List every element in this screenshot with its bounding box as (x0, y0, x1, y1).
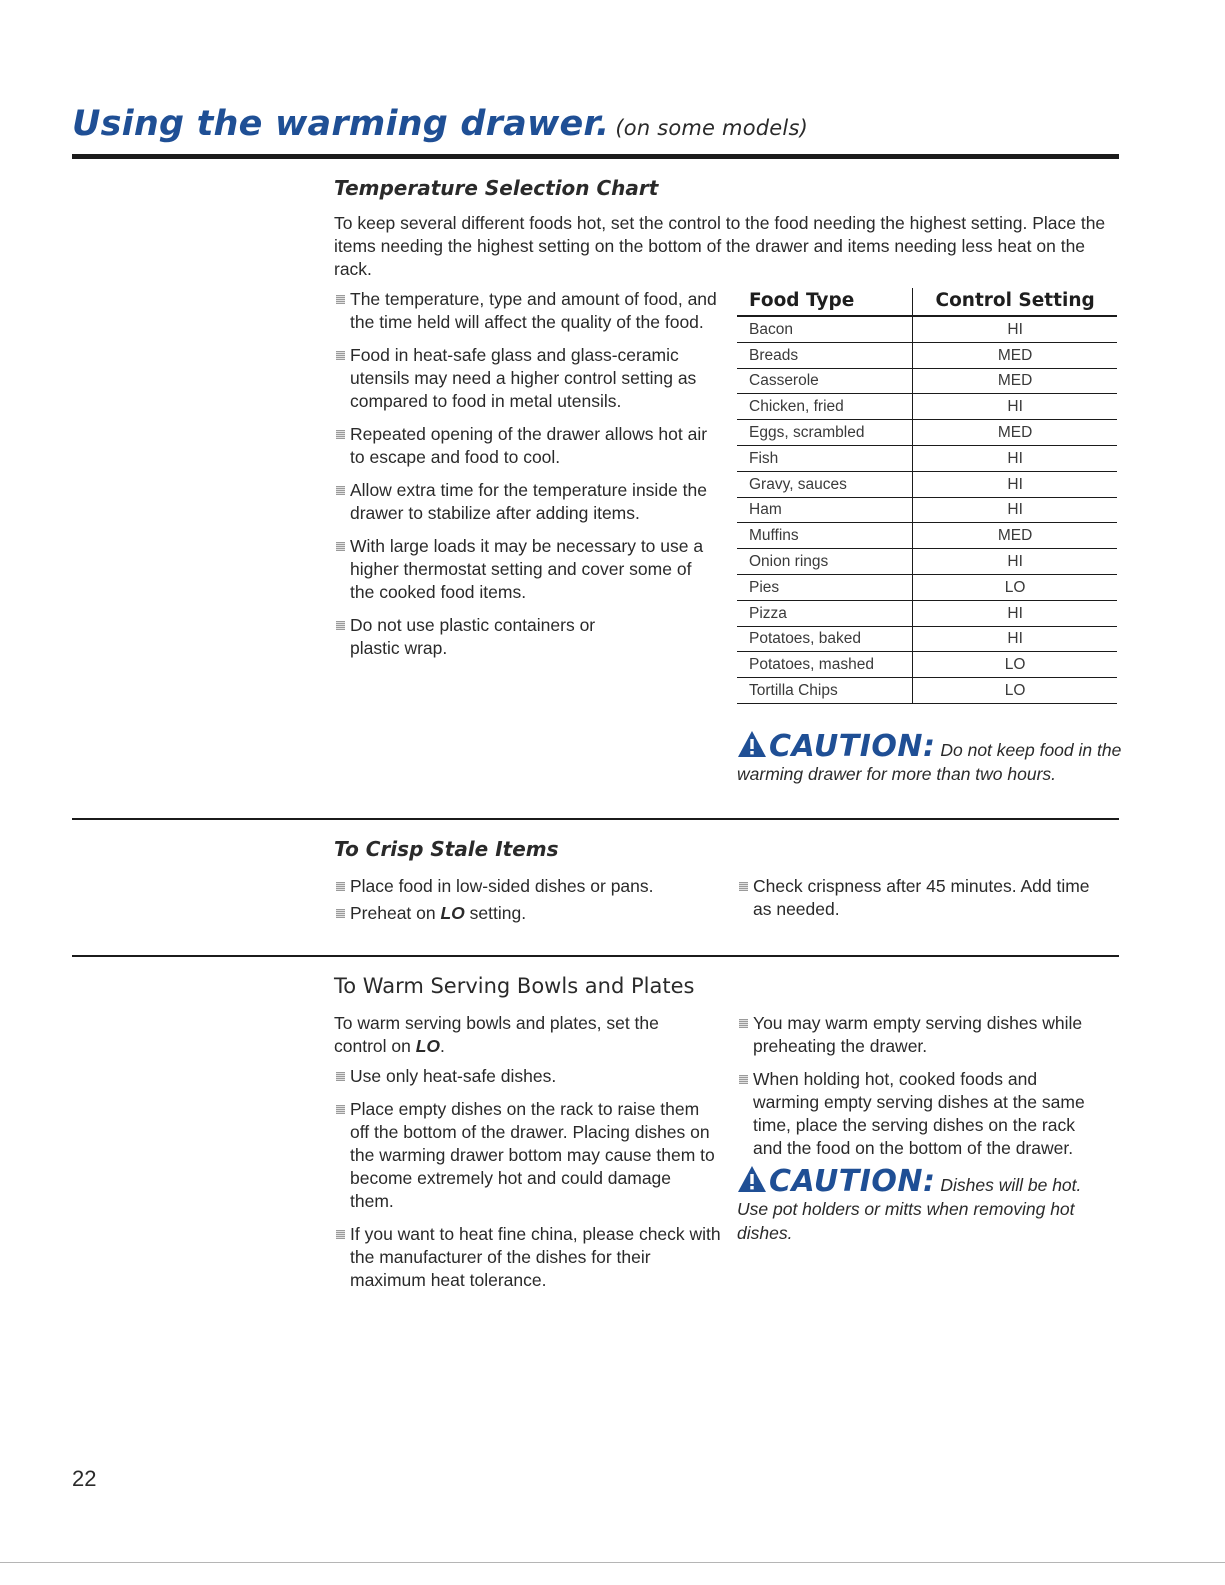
warm-bowls-intro-text: To warm serving bowls and plates, set the control on (334, 1013, 659, 1056)
lo-setting-label: LO (440, 903, 465, 923)
warning-triangle-icon (737, 1165, 767, 1193)
temperature-chart-intro: To keep several different foods hot, set the control to the food needing the highest setting. Place the items needing the highest setting on the bottom of the drawer and items needing less heat on the rack. (334, 213, 1106, 279)
crisp-preheat-suffix: setting. (464, 903, 527, 923)
list-item: Check crispness after 45 minutes. Add time as needed. (737, 875, 1107, 921)
page-title (72, 104, 808, 144)
caution-label: CAUTION: (769, 1164, 936, 1199)
food-type-cell: Chicken, fried (737, 394, 913, 420)
food-type-cell: Eggs, scrambled (737, 420, 913, 446)
caution-box (737, 730, 1122, 786)
caution-box (737, 1165, 1117, 1245)
table-row (737, 445, 1117, 471)
control-setting-cell: MED (913, 420, 1117, 446)
list-item: Allow extra time for the temperature inside the drawer to stabilize after adding items. (334, 479, 719, 525)
food-type-cell: Potatoes, baked (737, 626, 913, 652)
control-setting-cell: HI (913, 549, 1117, 575)
control-setting-cell: MED (913, 342, 1117, 368)
food-type-cell: Onion rings (737, 549, 913, 575)
control-setting-header: Control Setting (913, 288, 1117, 316)
food-type-cell: Gravy, sauces (737, 471, 913, 497)
temperature-tips-list (334, 288, 719, 670)
table-row (737, 574, 1117, 600)
crisp-right-list (737, 875, 1107, 931)
control-setting-cell: LO (913, 678, 1117, 704)
food-type-cell: Pizza (737, 600, 913, 626)
list-item: The temperature, type and amount of food, and the time held will affect the quality of the food. (334, 288, 719, 334)
page-number: 22 (72, 1466, 97, 1491)
food-type-cell: Muffins (737, 523, 913, 549)
page-bottom-edge (0, 1562, 1225, 1563)
warm-bowls-heading: To Warm Serving Bowls and Plates (334, 974, 695, 998)
table-row (737, 652, 1117, 678)
table-row (737, 549, 1117, 575)
warm-bowls-intro-suffix: . (440, 1036, 445, 1056)
food-table-body (737, 316, 1117, 703)
food-setting-table (737, 288, 1117, 704)
title-divider (72, 154, 1119, 159)
warning-triangle-icon (737, 730, 767, 758)
list-item: Use only heat-safe dishes. (334, 1065, 719, 1088)
warm-bowls-intro (334, 1012, 684, 1058)
food-type-cell: Potatoes, mashed (737, 652, 913, 678)
caution-text: Do not keep food in the warming drawer for more than two hours. (737, 740, 1122, 784)
page-title-text: Using the warming drawer. (72, 104, 610, 144)
control-setting-cell: LO (913, 574, 1117, 600)
food-type-cell: Bacon (737, 316, 913, 342)
control-setting-cell: HI (913, 626, 1117, 652)
control-setting-cell: HI (913, 471, 1117, 497)
table-row (737, 368, 1117, 394)
control-setting-cell: MED (913, 523, 1117, 549)
list-item: You may warm empty serving dishes while preheating the drawer. (737, 1012, 1112, 1058)
table-row (737, 523, 1117, 549)
table-row (737, 678, 1117, 704)
caution-label: CAUTION: (769, 729, 936, 764)
food-type-cell: Casserole (737, 368, 913, 394)
table-row (737, 420, 1117, 446)
warm-bowls-left-list (334, 1065, 719, 1302)
food-type-cell: Fish (737, 445, 913, 471)
control-setting-cell: HI (913, 445, 1117, 471)
crisp-left-list (334, 875, 719, 929)
table-row (737, 626, 1117, 652)
section-divider (72, 818, 1119, 820)
lo-setting-label: LO (415, 1036, 441, 1056)
control-setting-cell: HI (913, 600, 1117, 626)
temperature-chart-heading: Temperature Selection Chart (334, 176, 659, 200)
caution-text: Dishes will be hot. Use pot holders or mitts when removing hot dishes. (737, 1175, 1082, 1243)
food-type-cell: Tortilla Chips (737, 678, 913, 704)
list-item: Place empty dishes on the rack to raise them off the bottom of the drawer. Placing dishes on the warming drawer bottom may cause them to become extremely hot and could damage them. (334, 1098, 715, 1213)
crisp-heading: To Crisp Stale Items (334, 837, 559, 861)
list-item: Repeated opening of the drawer allows hot air to escape and food to cool. (334, 423, 719, 469)
section-divider (72, 955, 1119, 957)
food-type-cell: Pies (737, 574, 913, 600)
control-setting-cell: MED (913, 368, 1117, 394)
crisp-preheat-text: Preheat on (350, 903, 441, 923)
list-item: Place food in low-sided dishes or pans. (334, 875, 719, 898)
control-setting-cell: HI (913, 394, 1117, 420)
food-type-cell: Breads (737, 342, 913, 368)
list-item: Food in heat-safe glass and glass-ceramic utensils may need a higher control setting as compared to food in metal utensils. (334, 344, 719, 413)
control-setting-cell: HI (913, 497, 1117, 523)
table-row (737, 316, 1117, 342)
food-type-header: Food Type (737, 288, 913, 316)
list-item (334, 902, 719, 925)
table-row (737, 394, 1117, 420)
control-setting-cell: HI (913, 316, 1117, 342)
table-header-row (737, 288, 1117, 316)
table-row (737, 497, 1117, 523)
table-row (737, 342, 1117, 368)
list-item: If you want to heat fine china, please check with the manufacturer of the dishes for their maximum heat tolerance. (334, 1223, 722, 1292)
list-item: When holding hot, cooked foods and warming empty serving dishes at the same time, place the serving dishes on the rack and the food on the bottom of the drawer. (737, 1068, 1108, 1160)
food-type-cell: Ham (737, 497, 913, 523)
page-subtitle: (on some models) (615, 116, 808, 140)
list-item: Do not use plastic containers or plastic wrap. (334, 614, 630, 660)
list-item: With large loads it may be necessary to use a higher thermostat setting and cover some of the cooked food items. (334, 535, 715, 604)
control-setting-cell: LO (913, 652, 1117, 678)
table-row (737, 471, 1117, 497)
warm-bowls-right-list (737, 1012, 1112, 1170)
table-row (737, 600, 1117, 626)
